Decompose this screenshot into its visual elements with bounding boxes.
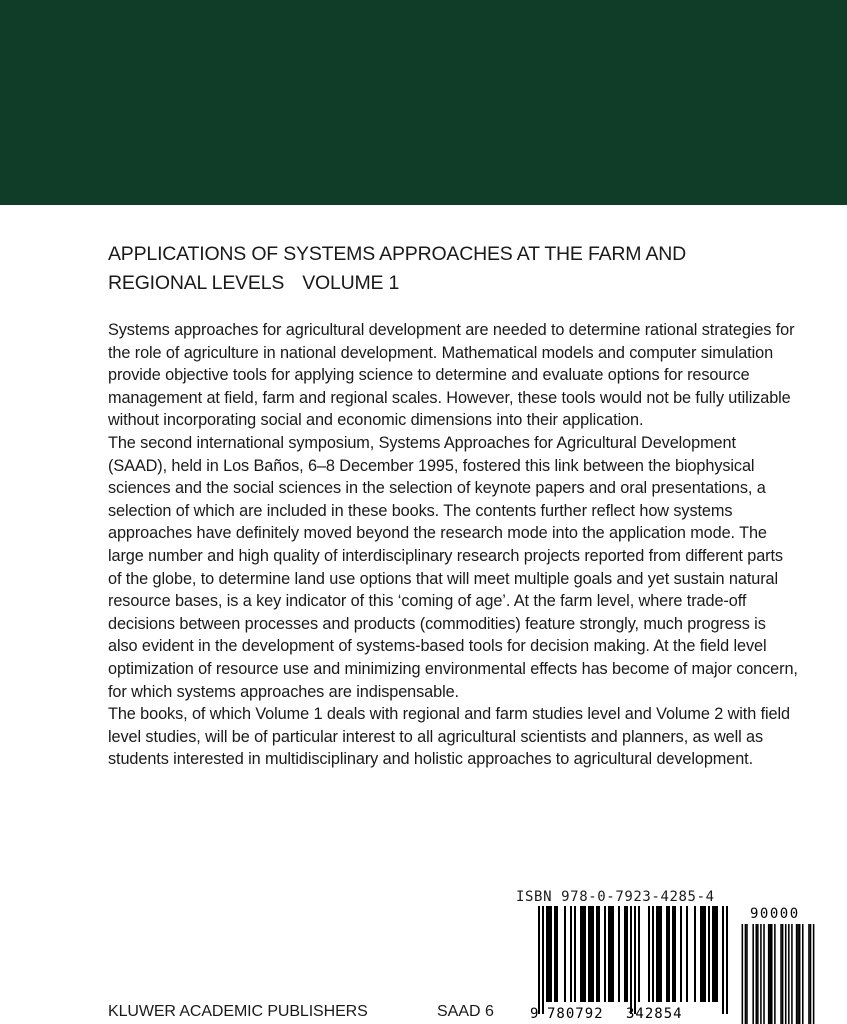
book-title [108, 240, 808, 298]
ean-right-digits: 342854 [626, 1006, 683, 1022]
barcode-bar [745, 924, 747, 1024]
barcode-bar [546, 906, 548, 1002]
barcode-bar [712, 906, 714, 1002]
isbn-label: ISBN 978-0-7923-4285-4 [516, 889, 715, 905]
barcode-bar [554, 906, 556, 1002]
barcode-bar [634, 906, 636, 1014]
barcode-bar [680, 906, 682, 1002]
barcode-bar [590, 906, 592, 1002]
barcode-bar [612, 906, 614, 1002]
barcode-bar [810, 924, 812, 1024]
barcode-bar [538, 906, 540, 1014]
barcode-bar [626, 906, 628, 1002]
barcode-bar [763, 924, 765, 1024]
barcode-bar [797, 924, 799, 1024]
barcode-bar [674, 906, 676, 1002]
barcode-bar [598, 906, 600, 1002]
barcode-bar [610, 906, 612, 1002]
barcode-bar [788, 924, 790, 1024]
barcode-bar [813, 924, 815, 1024]
blurb-paragraph-2: The second international symposium, Systems Approaches for Agricultural Development (SAAD), held in Los Baños, 6–8 December 1995, fostered this link between the biophysical sciences and the social sciences in the selection of keynote papers and oral presentations, a selection of which are included in these books. The contents further reflect how systems approaches have definitely moved beyond the research mode into the application mode. The large number and high quality of interdisciplinary research projects reported from different parts of the globe, to determine land use options that will meet multiple goals and yet sustain natural resource bases, is a key indicator of this ‘coming of age’. At the farm level, where trade-off decisions between processes and products (commodities) feature strongly, much progress is also evident in the development of systems-based tools for decision making. At the field level optimization of resource use and minimizing environmental effects has become of major concern, for which systems approaches are indispensable. [108, 433, 798, 701]
barcode-bar [592, 906, 594, 1002]
barcode-bar [630, 906, 632, 1014]
barcode-bar [702, 906, 704, 1002]
ean-barcode-bars [538, 906, 728, 1014]
barcode-bar [570, 906, 572, 1002]
barcode-bar [782, 924, 784, 1024]
title-line-1: APPLICATIONS OF SYSTEMS APPROACHES AT THE FARM AND [108, 243, 687, 265]
barcode-bar [756, 924, 758, 1024]
barcode-bar [556, 906, 558, 1002]
barcode-bar [574, 906, 576, 1002]
barcode-bar [580, 906, 582, 1002]
barcode-bar [658, 906, 660, 1002]
barcode-bar [785, 924, 787, 1024]
barcode-bar [624, 906, 626, 1002]
barcode-bar [769, 924, 771, 1024]
barcode-bar [752, 924, 754, 1024]
publisher-name: KLUWER ACADEMIC PUBLISHERS [108, 1003, 368, 1020]
barcode-bar [714, 906, 716, 1002]
barcode-bar [774, 924, 776, 1024]
barcode-bar [760, 924, 762, 1024]
cover-header-band [0, 0, 847, 205]
barcode-bar [802, 924, 804, 1024]
barcode-bar [757, 924, 759, 1024]
barcode-bar [660, 906, 662, 1002]
barcode-bar [582, 906, 584, 1002]
barcode-bar [686, 906, 688, 1002]
barcode-bar [791, 924, 793, 1024]
barcode-bar [542, 906, 544, 1014]
barcode-bar [666, 906, 668, 1002]
barcode-bar [726, 906, 728, 1014]
title-line-2: REGIONAL LEVELS [108, 272, 285, 294]
blurb-text [108, 319, 798, 771]
barcode-bar [604, 906, 606, 1002]
barcode-bar [656, 906, 658, 1002]
barcode-bar [638, 906, 640, 1002]
barcode-bar [584, 906, 586, 1002]
barcode-bar [652, 906, 654, 1002]
barcode-bar [548, 906, 550, 1002]
barcode-bar [588, 906, 590, 1002]
barcode-bar [668, 906, 670, 1002]
barcode-bar [694, 906, 696, 1002]
barcode-bar [618, 906, 620, 1002]
barcode-bar [550, 906, 552, 1002]
barcode-bar [700, 906, 702, 1002]
barcode-bar [771, 924, 773, 1024]
barcode-bar [672, 906, 674, 1002]
volume-label: VOLUME 1 [302, 272, 400, 294]
barcode-bar [722, 906, 724, 1014]
blurb-paragraph-3: The books, of which Volume 1 deals with regional and farm studies level and Volume 2 with field level studies, will be of particular interest to all agricultural scientists and planners, as well as students interested in multidisciplinary and holistic approaches to agricultural development. [108, 705, 790, 769]
blurb-paragraph-1: Systems approaches for agricultural development are needed to determine rational strategies for the role of agriculture in national development. Mathematical models and computer simulation provide objective tools for applying science to determine and evaluate options for resource management at field, farm and regional scales. However, these tools would not be fully utilizable without incorporating social and economic dimensions into their application. [108, 321, 795, 430]
ean-first-digit: 9 [530, 1006, 539, 1022]
barcode-bar [648, 906, 650, 1002]
barcode-bar [564, 906, 566, 1002]
barcode-bar [768, 924, 770, 1024]
barcode-bar [742, 924, 744, 1024]
barcode-bar [608, 906, 610, 1002]
addon-digits: 90000 [750, 906, 800, 922]
barcode-bar [780, 924, 782, 1024]
barcode-bar [596, 906, 598, 1002]
barcode-bar [796, 924, 798, 1024]
barcode-bar [704, 906, 706, 1002]
barcode-bar [799, 924, 801, 1024]
addon-barcode-bars [742, 924, 815, 1024]
barcode-bar [746, 924, 748, 1024]
isbn-barcode [510, 904, 826, 1024]
ean-left-digits: 780792 [547, 1006, 604, 1022]
barcode-bar [708, 906, 710, 1002]
series-code: SAAD 6 [437, 1003, 494, 1020]
barcode-bar [716, 906, 718, 1002]
barcode-bar [808, 924, 810, 1024]
